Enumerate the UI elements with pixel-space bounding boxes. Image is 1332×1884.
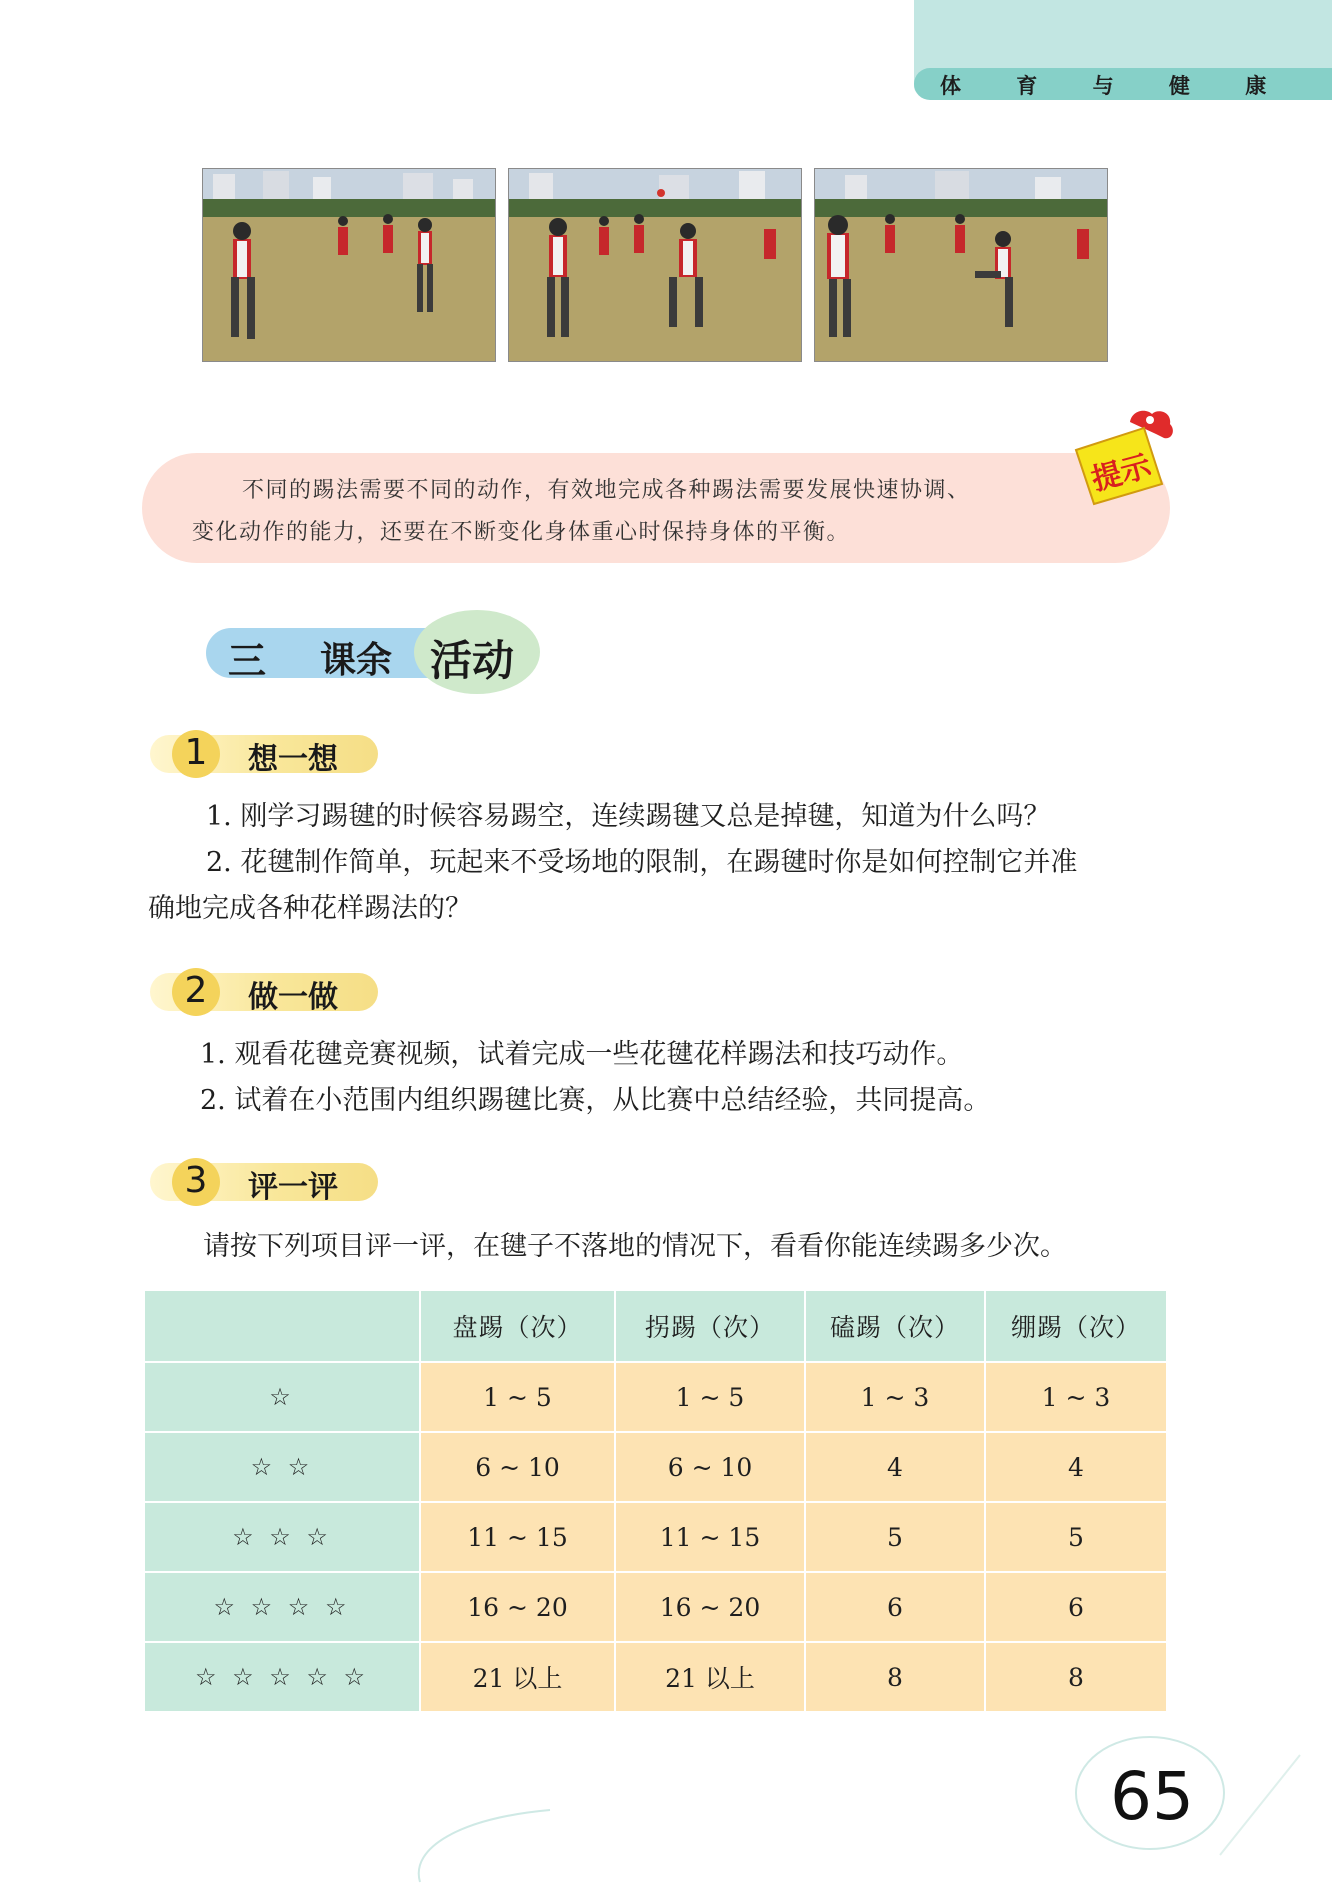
do-heading bbox=[150, 968, 380, 1014]
tip-line-2: 变化动作的能力，还要在不断变化身体重心时保持身体的平衡。 bbox=[192, 520, 851, 545]
table-header-cell bbox=[145, 1291, 420, 1362]
table-header-cell: 磕踢（次） bbox=[805, 1291, 985, 1362]
decorative-arc bbox=[400, 1808, 560, 1884]
table-cell: 21 以上 bbox=[420, 1642, 615, 1712]
table-row bbox=[145, 1572, 1167, 1642]
table-cell: 11 ~ 15 bbox=[420, 1502, 615, 1572]
tip-badge-label: 提示 bbox=[1087, 448, 1155, 498]
table-cell: 16 ~ 20 bbox=[420, 1572, 615, 1642]
table-cell: 21 以上 bbox=[615, 1642, 805, 1712]
table-cell: 1 ~ 5 bbox=[615, 1362, 805, 1432]
rating-stars: ☆ bbox=[145, 1362, 420, 1432]
table-row bbox=[145, 1502, 1167, 1572]
table-row bbox=[145, 1642, 1167, 1712]
section-word-1: 课余 bbox=[320, 640, 393, 681]
evaluate-heading bbox=[150, 1158, 380, 1204]
table-cell: 6 bbox=[985, 1572, 1167, 1642]
table-cell: 11 ~ 15 bbox=[615, 1502, 805, 1572]
table-cell: 1 ~ 3 bbox=[805, 1362, 985, 1432]
do-t2: 2. 试着在小范围内组织踢毽比赛，从比赛中总结经验，共同提高。 bbox=[200, 1085, 991, 1116]
think-heading bbox=[150, 730, 380, 776]
evaluate-number: 3 bbox=[184, 1160, 208, 1201]
evaluate-intro bbox=[148, 1224, 1178, 1270]
table-cell: 6 ~ 10 bbox=[615, 1432, 805, 1502]
table-row bbox=[145, 1432, 1167, 1502]
page-number: 65 bbox=[1110, 1758, 1194, 1835]
table-cell: 5 bbox=[805, 1502, 985, 1572]
photo-2 bbox=[508, 168, 802, 362]
tip-text bbox=[192, 470, 1072, 554]
rating-stars: ☆ ☆ ☆ ☆ ☆ bbox=[145, 1642, 420, 1712]
table-cell: 6 bbox=[805, 1572, 985, 1642]
think-label: 想一想 bbox=[248, 742, 338, 777]
table-cell: 4 bbox=[805, 1432, 985, 1502]
think-number: 1 bbox=[184, 732, 208, 773]
table-cell: 6 ~ 10 bbox=[420, 1432, 615, 1502]
table-header-row bbox=[145, 1291, 1167, 1362]
do-label: 做一做 bbox=[248, 980, 338, 1015]
table-cell: 16 ~ 20 bbox=[615, 1572, 805, 1642]
table-cell: 5 bbox=[985, 1502, 1167, 1572]
photo-1 bbox=[202, 168, 496, 362]
tip-badge bbox=[1072, 406, 1182, 510]
table-cell: 4 bbox=[985, 1432, 1167, 1502]
table-row bbox=[145, 1362, 1167, 1432]
tip-line-1: 不同的踢法需要不同的动作，有效地完成各种踢法需要发展快速协调、 bbox=[242, 478, 971, 503]
do-tasks bbox=[148, 1032, 1178, 1124]
table-cell: 8 bbox=[805, 1642, 985, 1712]
section-heading bbox=[206, 610, 536, 694]
rating-stars: ☆ ☆ ☆ bbox=[145, 1502, 420, 1572]
think-q2b: 确地完成各种花样踢法的？ bbox=[148, 893, 472, 924]
rating-stars: ☆ ☆ bbox=[145, 1432, 420, 1502]
table-header-cell: 拐踢（次） bbox=[615, 1291, 805, 1362]
section-word-2: 活动 bbox=[430, 636, 515, 685]
do-t1: 1. 观看花毽竞赛视频，试着完成一些花毽花样踢法和技巧动作。 bbox=[200, 1039, 964, 1070]
table-cell: 1 ~ 3 bbox=[985, 1362, 1167, 1432]
table-header-cell: 绷踢（次） bbox=[985, 1291, 1167, 1362]
section-number: 三 bbox=[228, 639, 267, 683]
rating-stars: ☆ ☆ ☆ ☆ bbox=[145, 1572, 420, 1642]
score-table bbox=[145, 1291, 1168, 1713]
think-questions bbox=[148, 794, 1178, 932]
think-q2a: 2. 花毽制作简单，玩起来不受场地的限制，在踢毽时你是如何控制它并准 bbox=[206, 847, 1078, 878]
evaluate-intro-text: 请按下列项目评一评，在毽子不落地的情况下，看看你能连续踢多少次。 bbox=[203, 1231, 1067, 1262]
table-header-cell: 盘踢（次） bbox=[420, 1291, 615, 1362]
do-number: 2 bbox=[184, 970, 208, 1011]
table-cell: 1 ~ 5 bbox=[420, 1362, 615, 1432]
evaluate-label: 评一评 bbox=[248, 1170, 338, 1205]
think-q1: 1. 刚学习踢毽的时候容易踢空，连续踢毽又总是掉毽，知道为什么吗？ bbox=[206, 801, 1051, 832]
header-subject: 体 育 与 健 康 bbox=[940, 74, 1291, 98]
photo-3 bbox=[814, 168, 1108, 362]
table-cell: 8 bbox=[985, 1642, 1167, 1712]
